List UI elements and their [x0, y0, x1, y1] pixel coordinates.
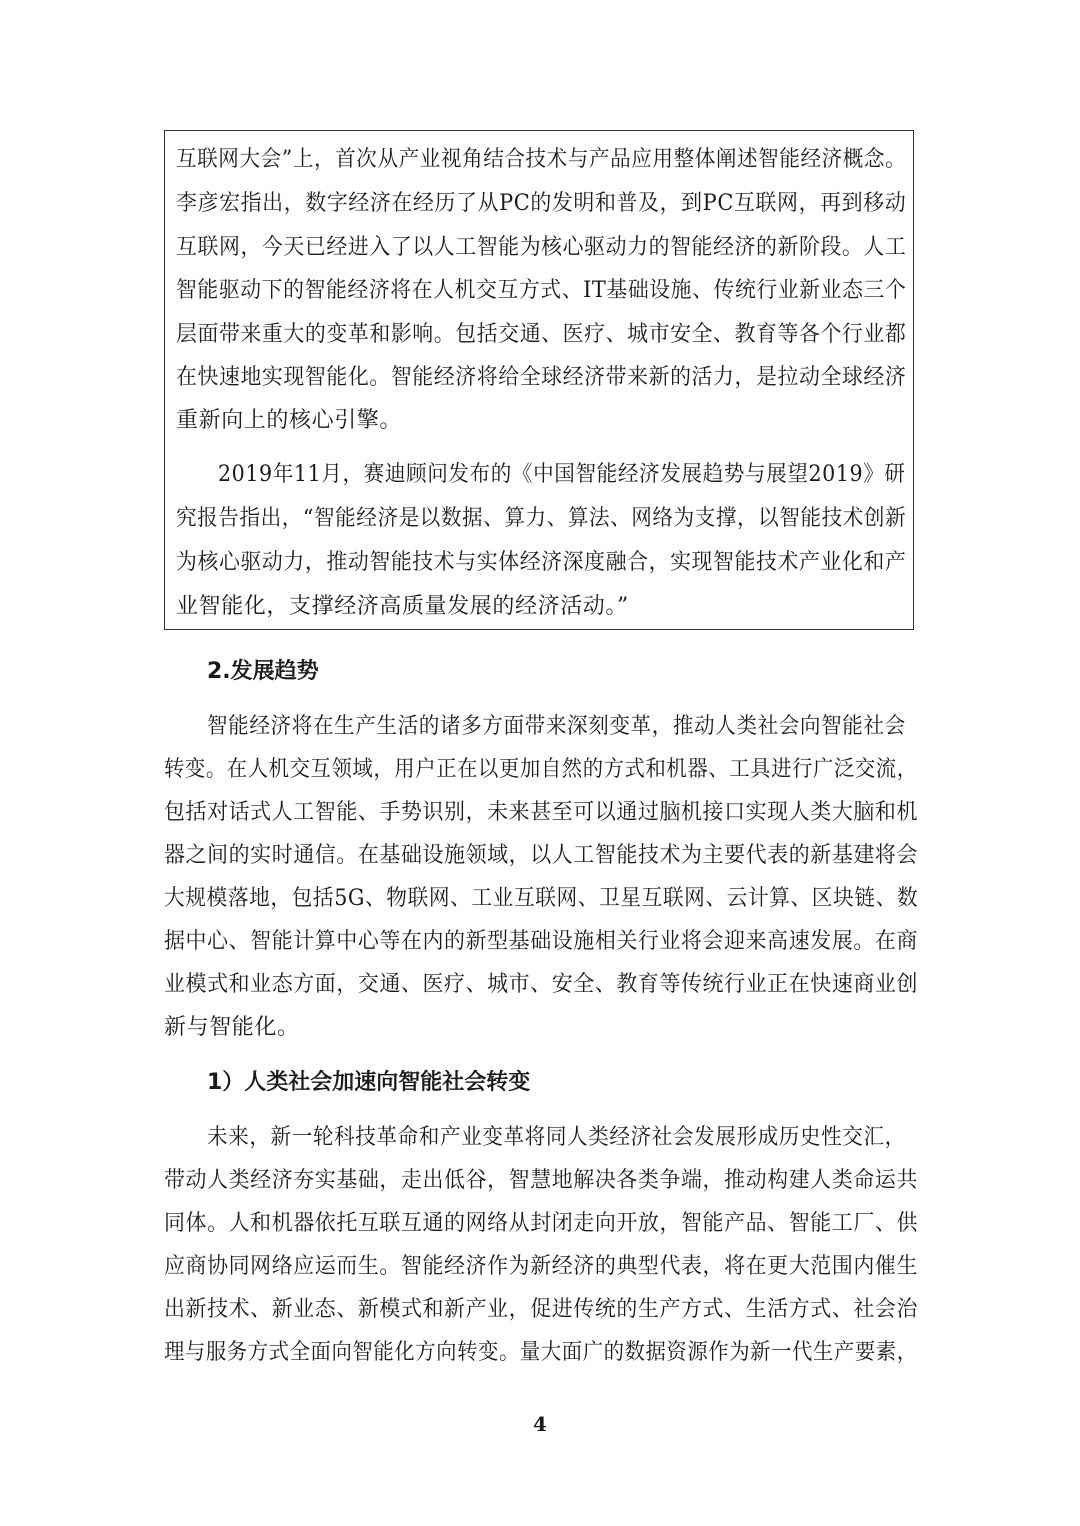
box-line: 智能驱动下的智能经济将在人机交互方式、IT基础设施、传统行业新业态三个	[176, 278, 907, 303]
paragraph-line: 同体。人和机器依托互联互通的网络从封闭走向开放，智能产品、智能工厂、供	[164, 1211, 918, 1236]
box-line: 互联网，今天已经进入了以人工智能为核心驱动力的智能经济的新阶段。人工	[176, 235, 907, 260]
paragraph-line: 器之间的实时通信。在基础设施领域，以人工智能技术为主要代表的新基建将会	[164, 843, 918, 868]
box-line: 李彦宏指出，数字经济在经历了从PC的发明和普及，到PC互联网，再到移动	[176, 191, 907, 216]
subsection-heading: 1）人类社会加速向智能社会转变	[207, 1070, 531, 1095]
box-line: 在快速地实现智能化。智能经济将给全球经济带来新的活力，是拉动全球经济	[176, 365, 907, 390]
paragraph-line: 业模式和业态方面，交通、医疗、城市、安全、教育等传统行业正在快速商业创	[164, 972, 918, 997]
paragraph-line: 新与智能化。	[164, 1015, 300, 1040]
paragraph-line: 转变。在人机交互领域，用户正在以更加自然的方式和机器、工具进行广泛交流，	[164, 757, 918, 782]
box-line: 业智能化，支撑经济高质量发展的经济活动。”	[176, 594, 629, 619]
paragraph-line: 理与服务方式全面向智能化方向转变。量大面广的数据资源作为新一代生产要素，	[164, 1340, 918, 1365]
box-line: 究报告指出，“智能经济是以数据、算力、算法、网络为支撑，以智能技术创新	[176, 506, 907, 531]
paragraph-line: 据中心、智能计算中心等在内的新型基础设施相关行业将会迎来高速发展。在商	[164, 929, 918, 954]
page-number: 4	[533, 1412, 547, 1436]
paragraph-line: 智能经济将在生产生活的诸多方面带来深刻变革，推动人类社会向智能社会	[207, 714, 906, 739]
paragraph-line: 大规模落地，包括5G、物联网、工业互联网、卫星互联网、云计算、区块链、数	[164, 886, 919, 911]
paragraph-line: 包括对话式人工智能、手势识别，未来甚至可以通过脑机接口实现人类大脑和机	[164, 800, 918, 825]
paragraph-line: 带动人类经济夯实基础，走出低谷，智慧地解决各类争端，推动构建人类命运共	[164, 1168, 918, 1193]
box-line: 2019年11月，赛迪顾问发布的《中国智能经济发展趋势与展望2019》研	[218, 462, 906, 487]
box-line: 层面带来重大的变革和影响。包括交通、医疗、城市安全、教育等各个行业都	[176, 322, 907, 347]
box-line: 互联网大会”上，首次从产业视角结合技术与产品应用整体阐述智能经济概念。	[176, 147, 907, 172]
box-line: 为核心驱动力，推动智能技术与实体经济深度融合，实现智能技术产业化和产	[176, 550, 907, 575]
paragraph-line: 出新技术、新业态、新模式和新产业，促进传统的生产方式、生活方式、社会治	[164, 1297, 918, 1322]
box-line: 重新向上的核心引擎。	[176, 408, 403, 433]
paragraph-line: 未来，新一轮科技革命和产业变革将同人类经济社会发展形成历史性交汇，	[207, 1125, 906, 1150]
paragraph-line: 应商协同网络应运而生。智能经济作为新经济的典型代表，将在更大范围内催生	[164, 1254, 918, 1279]
section-heading: 2.发展趋势	[207, 659, 319, 684]
